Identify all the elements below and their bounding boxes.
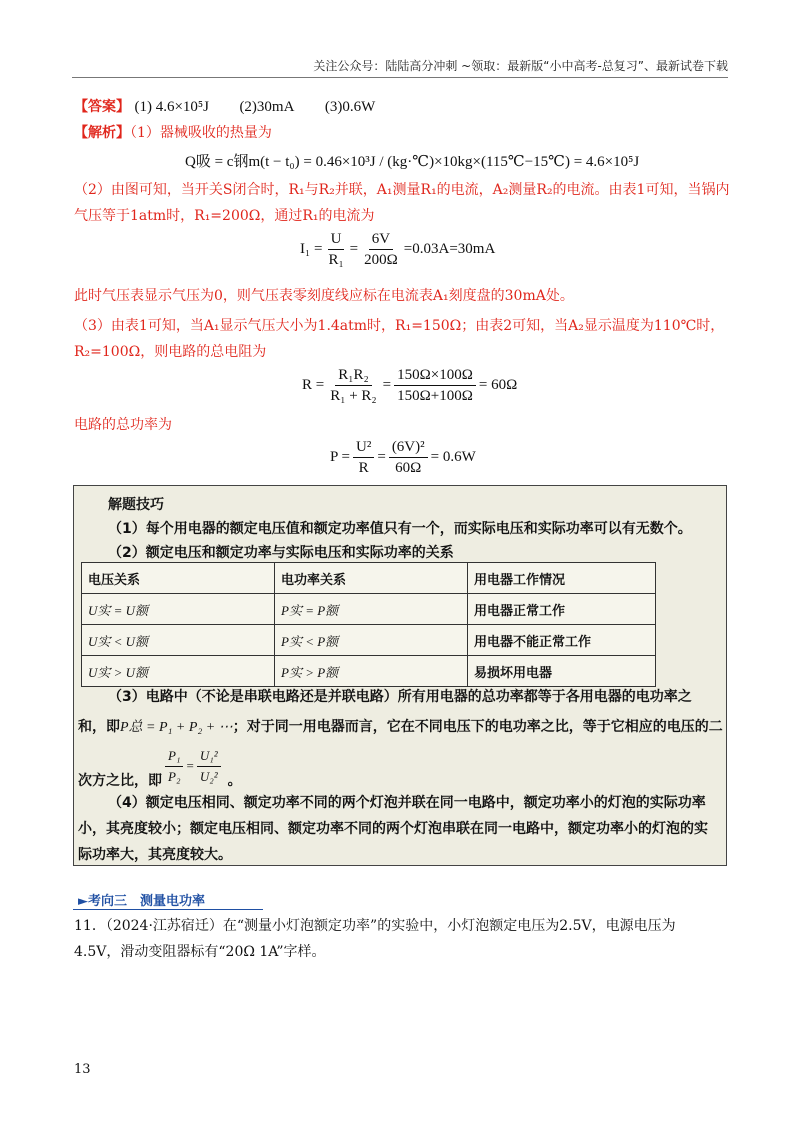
tips-point-1: （1）每个用电器的额定电压值和额定功率值只有一个，而实际电压和实际功率可以有无数个。 — [108, 521, 692, 537]
analysis-p2-line2: 气压等于1atm时，R₁=200Ω，通过R₁的电流为 — [74, 208, 375, 224]
header-divider — [72, 77, 728, 78]
eq3-den: R₁ + R₂ — [330, 388, 377, 404]
tips-3b-post: ；对于同一用电器而言，它在不同电压下的电功率之比，等于它相应的电压的二 — [232, 719, 723, 735]
page-number: 13 — [74, 1062, 91, 1077]
table-cell-condition: 用电器不能正常工作 — [468, 625, 656, 656]
eq2-fraction-1 — [325, 230, 346, 269]
equation-resistance: R = $\frac{\text{R₁R₂}}{\text{R₁ + R₂}}$ = $\frac{150\Omega\times 100\Omega}{150\Omega+100\Omega}$ = 60Ω — [302, 367, 518, 404]
question-line-1: 11．（2024·江苏宿迁）在“测量小灯泡额定功率”的实验中，小灯泡额定电压为2.5V，电源电压为 — [74, 918, 676, 934]
ratio-num2: U₁² — [197, 747, 221, 767]
table-cell-voltage: U实 > U额 — [82, 656, 275, 687]
section-title: ►考向三 测量电功率 — [78, 894, 205, 909]
tips-point-3c — [78, 742, 242, 790]
analysis-intro — [74, 123, 272, 143]
equation-current — [300, 230, 495, 269]
tips-point-3b — [78, 716, 723, 736]
section-underline — [73, 909, 263, 910]
analysis-p3-line2: R₂=100Ω，则电路的总电阻为 — [74, 344, 267, 360]
eq2-rhs: =0.03A=30mA — [403, 241, 496, 257]
analysis-p1: （1）器械吸收的热量为 — [130, 125, 272, 141]
tips-point-4a: （4）额定电压相同、额定功率不同的两个灯泡并联在同一电路中，额定功率小的灯泡的实际功率 — [108, 795, 706, 811]
tips-point-3a: （3）电路中（不论是串联电路还是并联电路）所有用电器的总功率都等于各用电器的电功率之 — [108, 689, 692, 705]
eq3-lhs: R = — [302, 377, 325, 393]
eq4-fraction-2 — [389, 438, 428, 477]
eq4-den: R — [358, 460, 369, 476]
eq4-fraction-1 — [353, 438, 374, 477]
answer-item-2: (2)30mA — [239, 99, 295, 115]
table-header-condition: 用电器工作情况 — [468, 563, 656, 594]
analysis-p3-line1: （3）由表1可知，当A₁显示气压大小为1.4atm时，R₁=150Ω；由表2可知，当A₂显示温度为110℃时， — [74, 318, 725, 334]
table-header-row — [82, 563, 656, 594]
eq4-num2: (6V)² — [389, 438, 428, 458]
tips-point-4c: 际功率大，其亮度较大。 — [78, 847, 232, 863]
eq3-num: R₁R₂ — [335, 366, 371, 386]
analysis-p2-line3: 此时气压表显示气压为0，则气压表零刻度线应标在电流表A₁刻度盘的30mA处。 — [74, 288, 574, 304]
eq3-den2: 150Ω+100Ω — [397, 388, 473, 404]
tips-3c-pre: 次方之比，即 — [78, 773, 162, 789]
eq2-num2: 6V — [369, 230, 393, 250]
answer-line — [74, 97, 375, 117]
tips-title: 解题技巧 — [108, 497, 164, 513]
question-line-2: 4.5V，滑动变阻器标有“20Ω 1A”字样。 — [74, 944, 326, 960]
ratio-num: P₁ — [165, 747, 183, 767]
table-row — [82, 656, 656, 687]
table-cell-power: P实 > P额 — [275, 656, 468, 687]
table-cell-condition: 易损坏用电器 — [468, 656, 656, 687]
table-cell-voltage: U实 = U额 — [82, 594, 275, 625]
table-cell-condition: 用电器正常工作 — [468, 594, 656, 625]
relationship-table — [81, 562, 656, 687]
tips-3b-pre: 和，即 — [78, 719, 120, 735]
eq2-num: U — [328, 230, 345, 250]
ratio-den2: U₂² — [199, 768, 218, 784]
tips-point-2: （2）额定电压和额定功率与实际电压和实际功率的关系 — [108, 545, 454, 561]
answer-item-3: (3)0.6W — [324, 99, 376, 115]
power-ratio-formula: $\frac{\text{P₁}}{\text{P₂}}$ = $\frac{\text{U₁²}}{\text{U₂²}}$ — [162, 747, 224, 786]
tips-box — [73, 485, 727, 866]
eq2-den2: 200Ω — [364, 252, 398, 268]
analysis-p2-line1: （2）由图可知，当开关S闭合时，R₁与R₂并联，A₁测量R₁的电流，A₂测量R₂的电流。由表1可知，当锅内 — [74, 182, 730, 198]
eq2-den: R₁ — [328, 252, 344, 268]
tips-point-4b: 小，其亮度较小；额定电压相同、额定功率不同的两个灯泡串联在同一电路中，额定功率小的灯泡的实 — [78, 821, 708, 837]
eq3-fraction-1 — [327, 366, 379, 405]
eq2-eq: = — [349, 241, 359, 257]
table-header-power: 电功率关系 — [275, 563, 468, 594]
eq3-rhs: = 60Ω — [478, 377, 518, 393]
eq3-fraction-2 — [394, 366, 476, 405]
analysis-p4: 电路的总功率为 — [74, 417, 172, 433]
equation-power: P = $\frac{\text{U²}}{R}$ = $\frac{\text{(6V)²}}{60\Omega}$ = 0.6W — [330, 439, 476, 476]
page-header: 关注公众号：陆陆高分冲刺 ~领取：最新版“小中高考-总复习”、最新试卷下载 — [313, 59, 728, 73]
table-row — [82, 625, 656, 656]
eq2-fraction-2 — [361, 230, 401, 269]
eq4-lhs: P = — [330, 449, 350, 465]
table-header-voltage: 电压关系 — [82, 563, 275, 594]
total-power-formula: P总 = P₁ + P₂ + ⋯ — [120, 720, 233, 735]
eq2-lhs: I₁ = — [300, 241, 323, 257]
equation-heat: Q吸 = c钢m(t − t₀) = 0.46×10³J / (kg·℃)×10kg×(115℃−15℃) = 4.6×10⁵J — [185, 154, 640, 170]
table-row — [82, 594, 656, 625]
eq4-rhs: = 0.6W — [430, 449, 476, 465]
table-cell-power: P实 < P额 — [275, 625, 468, 656]
ratio-den: P₂ — [168, 768, 181, 784]
eq4-num: U² — [353, 438, 374, 458]
tips-3c-post: 。 — [227, 773, 242, 789]
answer-tag: 【答案】 — [74, 99, 130, 115]
eq3-num2: 150Ω×100Ω — [394, 366, 476, 386]
table-cell-voltage: U实 < U额 — [82, 625, 275, 656]
table-cell-power: P实 = P额 — [275, 594, 468, 625]
answer-item-1: (1) 4.6×10⁵J — [134, 99, 209, 115]
analysis-tag: 【解析】 — [74, 125, 130, 141]
eq4-den2: 60Ω — [395, 460, 422, 476]
